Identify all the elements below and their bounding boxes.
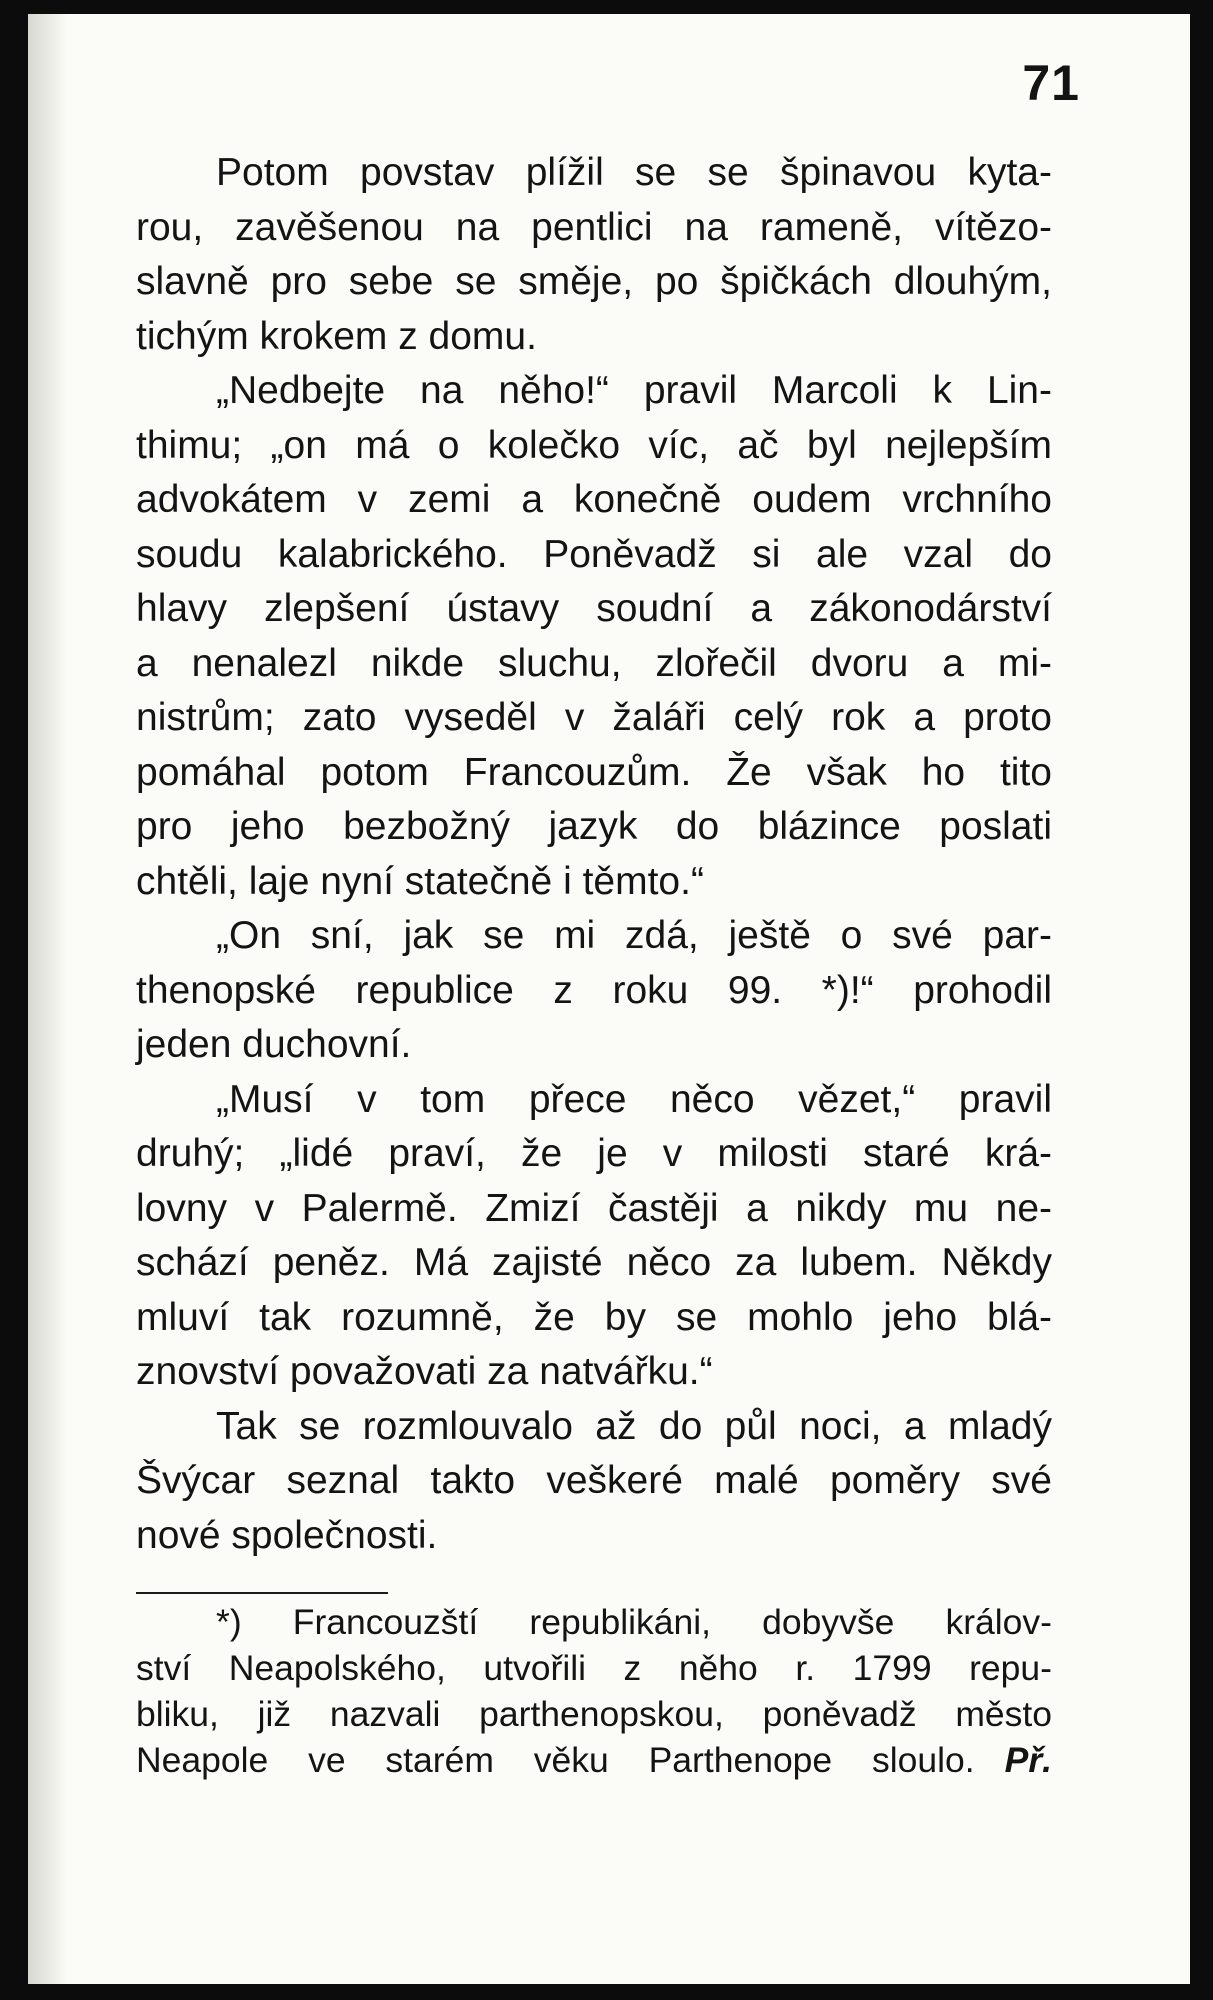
text-line: pro jeho bezbožný jazyk do blázince poslati: [136, 805, 1052, 848]
footnote: [136, 1599, 1052, 1783]
text-line: thimu; „on má o kolečko víc, ač byl nejlepším: [136, 423, 1052, 467]
text-line: Tak se rozmlouvalo až do půl noci, a mladý: [216, 1404, 1052, 1448]
footnote-signature: Př.: [1004, 1740, 1052, 1780]
footnote-line-text: Neapole ve starém věku Parthenope sloulo.: [136, 1740, 975, 1780]
text-line: jeden duchovní.: [136, 1023, 412, 1066]
footnote-line-text: ství Neapolského, utvořili z něho r. 1799 repu-: [136, 1648, 1052, 1688]
text-line: Potom povstav plížil se se špinavou kyta-: [216, 151, 1052, 194]
text-line: Švýcar seznal takto veškeré malé poměry své: [136, 1459, 1052, 1502]
text-line: soudu kalabrického. Poněvadž si ale vzal do: [136, 532, 1052, 576]
text-line: lovny v Palermě. Zmizí častěji a nikdy mu ne-: [136, 1186, 1052, 1230]
text-line: nové společnosti.: [136, 1513, 438, 1557]
text-line: slavně pro sebe se směje, po špičkách dlouhým,: [136, 260, 1052, 303]
text-line: „Musí v tom přece něco vězet,“ pravil: [216, 1077, 1052, 1121]
footnote-line-text: *) Francouzští republikáni, dobyvše králov-: [216, 1602, 1052, 1642]
text-line: a nenalezl nikde sluchu, zlořečil dvoru a mi-: [136, 641, 1052, 685]
text-line: nistrům; zato vyseděl v žaláři celý rok a proto: [136, 696, 1052, 739]
page-gutter-shadow: [28, 14, 68, 1984]
footnote-line: [136, 1645, 1052, 1691]
text-line: hlavy zlepšení ústavy soudní a zákonodárství: [136, 587, 1052, 630]
footnote-line-text: bliku, již nazvali parthenopskou, poněvadž město: [136, 1694, 1052, 1734]
footnote-divider: [136, 1592, 388, 1594]
text-line: znovství považovati za natvářku.“: [136, 1350, 713, 1393]
text-line: mluví tak rozumně, že by se mohlo jeho blá-: [136, 1295, 1052, 1339]
body-text: [136, 146, 1052, 1563]
page-number: 71: [1022, 55, 1080, 111]
text-line: schází peněz. Má zajisté něco za lubem. Někdy: [136, 1241, 1052, 1284]
text-line: druhý; „lidé praví, že je v milosti staré krá-: [136, 1132, 1052, 1175]
text-line: „On sní, jak se mi zdá, ještě o své par-: [216, 914, 1052, 957]
text-line: chtěli, laje nyní statečně i těmto.“: [136, 859, 704, 903]
footnote-line: [136, 1737, 1052, 1783]
text-line: rou, zavěšenou na pentlici na rameně, vítězo-: [136, 205, 1052, 249]
footnote-line: [136, 1691, 1052, 1737]
footnote-line: [136, 1599, 1052, 1645]
text-line: pomáhal potom Francouzům. Že však ho tito: [136, 750, 1052, 794]
text-line: advokátem v zemi a konečně oudem vrchního: [136, 478, 1052, 521]
text-line: „Nedbejte na něho!“ pravil Marcoli k Lin-: [216, 369, 1052, 412]
text-line: thenopské republice z roku 99. *)!“ prohodil: [136, 968, 1052, 1012]
text-line: tichým krokem z domu.: [136, 314, 537, 358]
book-page: [28, 14, 1190, 1984]
